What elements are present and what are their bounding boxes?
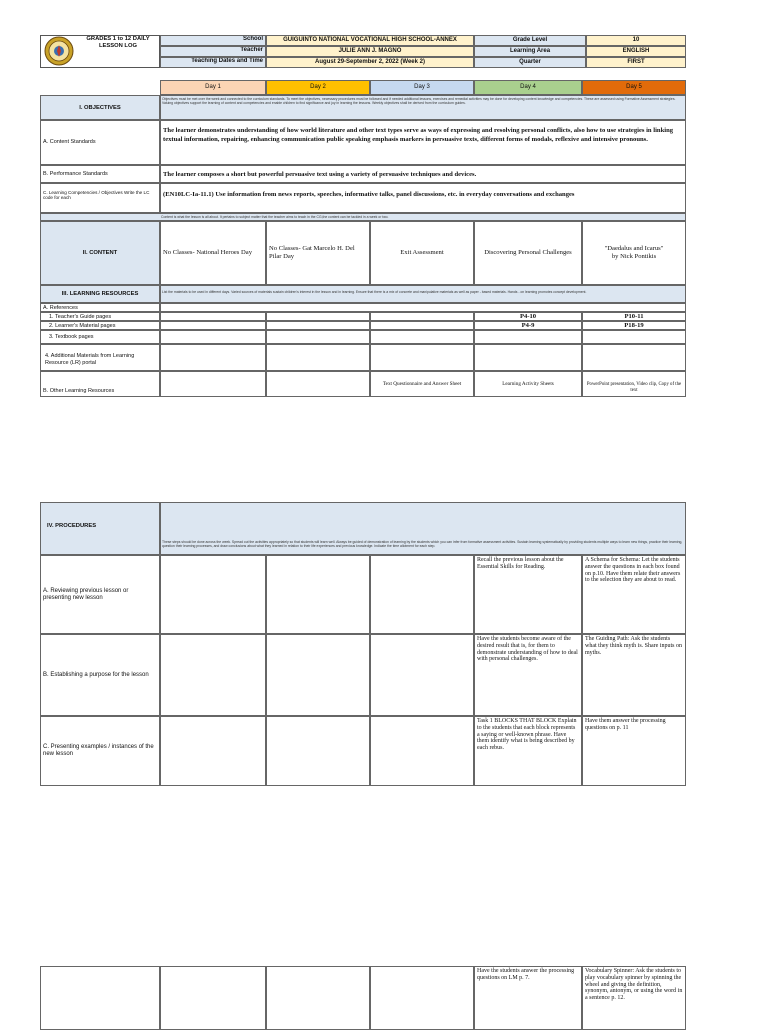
proc-a-day-3 bbox=[370, 555, 474, 634]
quarter-label: Quarter bbox=[474, 57, 586, 68]
day-3-header: Day 3 bbox=[370, 80, 474, 95]
grade-level-label: Grade Level bbox=[474, 35, 586, 46]
tb-day-5 bbox=[582, 330, 686, 344]
day-2-header: Day 2 bbox=[266, 80, 370, 95]
proc-d-day-5: Vocabulary Spinner: Ask the students to play vocabulary spinner by spinning the wheel and giving the definition, synonym, antonym, or using the word in a sentence p. 12. bbox=[582, 966, 686, 1030]
proc-b-day-2 bbox=[266, 634, 370, 716]
proc-c-label: C. Presenting examples / instances of the new lesson bbox=[40, 716, 160, 786]
content-standards-label: A. Content Standards bbox=[40, 120, 160, 165]
or-day-5: PowerPoint presentation, Video clip, Copy of the text bbox=[582, 371, 686, 397]
or-day-3: Text Questionnaire and Answer Sheet bbox=[370, 371, 474, 397]
proc-d-day-2 bbox=[266, 966, 370, 1030]
day-5-header: Day 5 bbox=[582, 80, 686, 95]
school-value: GUIGUINTO NATIONAL VOCATIONAL HIGH SCHOOL-ANNEX bbox=[266, 35, 474, 46]
or-day-2 bbox=[266, 371, 370, 397]
resources-heading: III. LEARNING RESOURCES bbox=[40, 285, 160, 303]
proc-b-day-3 bbox=[370, 634, 474, 716]
dates-label: Teaching Dates and Time bbox=[160, 57, 266, 68]
content-day-1: No Classes- National Heroes Day bbox=[160, 221, 266, 285]
additional-materials-label: 4. Additional Materials from Learning Resource (LR) portal bbox=[40, 344, 160, 371]
tg-day-2 bbox=[266, 312, 370, 321]
content-note: Content is what the lesson is all about. It pertains to subject matter that the teacher aims to teach in the CG,the content can be tackled in a week or two. bbox=[40, 213, 686, 221]
proc-c-day-4: Task 1 BLOCKS THAT BLOCK Explain to the students that each block represents a saying or well-known phrase. Have them identify what is being described by each rebus. bbox=[474, 716, 582, 786]
proc-b-label: B. Establishing a purpose for the lesson bbox=[40, 634, 160, 716]
tb-day-2 bbox=[266, 330, 370, 344]
grade-level-value: 10 bbox=[586, 35, 686, 46]
proc-d-day-1 bbox=[160, 966, 266, 1030]
objectives-heading: I. OBJECTIVES bbox=[40, 95, 160, 120]
teacher-guide-label: 1. Teacher's Guide pages bbox=[40, 312, 160, 321]
content-day-4: Discovering Personal Challenges bbox=[474, 221, 582, 285]
performance-standards-label: B. Performance Standards bbox=[40, 165, 160, 183]
dates-value: August 29-September 2, 2022 (Week 2) bbox=[266, 57, 474, 68]
or-day-1 bbox=[160, 371, 266, 397]
objectives-note: Objectives must be met over the week and connected to the curriculum standards. To meet the objectives, necessary procedures must be followed and if needed additional lessons, exercises and remedial activities may be done for developing content knowledge and competencies. These are assessed using Formative Assessment strategies. Valuing objectives support the learning of content and competencies and enable children to find significance and joy in learning the lessons. Weekly objectives shall be derived from the curriculum guides. bbox=[160, 95, 686, 120]
competencies-label: C. Learning Competencies / Objectives Write the LC code for each bbox=[40, 183, 160, 213]
lm-day-4: P4-9 bbox=[474, 321, 582, 330]
proc-d-day-4: Have the students answer the processing questions on LM p. 7. bbox=[474, 966, 582, 1030]
tb-day-3 bbox=[370, 330, 474, 344]
resources-note: List the materials to be used in different days. Varied sources of materials sustain children's interest in the lesson and in learning. Ensure that there is a mix of concrete and manipulative materials as well as paper - based materials. Hands - on learning promotes concept development. bbox=[160, 285, 686, 303]
proc-a-day-4: Recall the previous lesson about the Essential Skills for Reading. bbox=[474, 555, 582, 634]
proc-a-label: A. Reviewing previous lesson or presenting new lesson bbox=[40, 555, 160, 634]
proc-a-day-5: A Schema for Schema: Let the students answer the questions in each box found on p.10. Have them relate their answers to the selection they are about to read. bbox=[582, 555, 686, 634]
or-day-4: Learning Activity Sheets bbox=[474, 371, 582, 397]
am-day-3 bbox=[370, 344, 474, 371]
am-day-5 bbox=[582, 344, 686, 371]
tg-day-3 bbox=[370, 312, 474, 321]
content-heading: II. CONTENT bbox=[40, 221, 160, 285]
references-label: A. References bbox=[40, 303, 160, 312]
tg-day-4: P4-10 bbox=[474, 312, 582, 321]
lm-day-5: P18-19 bbox=[582, 321, 686, 330]
learning-area-label: Learning Area bbox=[474, 46, 586, 57]
day-1-header: Day 1 bbox=[160, 80, 266, 95]
tg-day-1 bbox=[160, 312, 266, 321]
learning-area-value: ENGLISH bbox=[586, 46, 686, 57]
other-resources-label: B. Other Learning Resources bbox=[40, 371, 160, 397]
teacher-value: JULIE ANN J. MAGNO bbox=[266, 46, 474, 57]
learner-material-label: 2. Learner's Material pages bbox=[40, 321, 160, 330]
procedures-heading: IV. PROCEDURES bbox=[40, 502, 160, 555]
proc-c-day-3 bbox=[370, 716, 474, 786]
proc-d-day-3 bbox=[370, 966, 474, 1030]
content-standards-text: The learner demonstrates understanding of how world literature and other text types serve as ways of expressing and resolving personal conflicts, also how to use strategies in linking textual information, repairing, enhancing communication public speaking emphasis markers in persuasive texts, different forms of modals, reflexive and intensive pronouns. bbox=[160, 120, 686, 165]
proc-b-day-5: The Guiding Path: Ask the students what they think myth is. Share inputs on myths. bbox=[582, 634, 686, 716]
tg-day-5: P10-11 bbox=[582, 312, 686, 321]
am-day-4 bbox=[474, 344, 582, 371]
performance-standards-text: The learner composes a short but powerful persuasive text using a variety of persuasive techniques and devices. bbox=[160, 165, 686, 183]
tb-day-4 bbox=[474, 330, 582, 344]
am-day-2 bbox=[266, 344, 370, 371]
proc-b-day-1 bbox=[160, 634, 266, 716]
log-title: GRADES 1 to 12 DAILY LESSON LOG bbox=[86, 36, 150, 49]
proc-c-day-1 bbox=[160, 716, 266, 786]
lm-day-1 bbox=[160, 321, 266, 330]
references-row bbox=[160, 303, 686, 312]
procedures-note: These steps should be done across the week. Spread out the activities appropriately so that students will learn well. Always be guided of demonstration of learning by the students which you can infer from formative assessment activities. Sustain learning systematically by providing students multiple ways to learn new things, practice their learning, question their learning processes, and draw conclusions about what they learned in relation to their life experiences and previous knowledge. Indicate the time allotment for each step. bbox=[160, 502, 686, 555]
proc-d-label bbox=[40, 966, 160, 1030]
am-day-1 bbox=[160, 344, 266, 371]
proc-a-day-1 bbox=[160, 555, 266, 634]
lm-day-2 bbox=[266, 321, 370, 330]
proc-c-day-2 bbox=[266, 716, 370, 786]
proc-c-day-5: Have them answer the processing questions on p. 11 bbox=[582, 716, 686, 786]
day-4-header: Day 4 bbox=[474, 80, 582, 95]
content-day-5: "Daedalus and Icarus" by Nick Pontikis bbox=[582, 221, 686, 285]
content-day-2: No Classes- Gat Marcelo H. Del Pilar Day bbox=[266, 221, 370, 285]
textbook-label: 3. Textbook pages bbox=[40, 330, 160, 344]
competencies-text: (EN10LC-Ia-11.1) Use information from news reports, speeches, informative talks, panel discussions, etc. in everyday conversations and exchanges bbox=[160, 183, 686, 213]
lm-day-3 bbox=[370, 321, 474, 330]
school-label: School bbox=[160, 35, 266, 46]
content-day-3: Exit Assessment bbox=[370, 221, 474, 285]
proc-b-day-4: Have the students become aware of the desired result that is, for them to demonstrate understanding of how to deal with personal challenges. bbox=[474, 634, 582, 716]
proc-a-day-2 bbox=[266, 555, 370, 634]
quarter-value: FIRST bbox=[586, 57, 686, 68]
tb-day-1 bbox=[160, 330, 266, 344]
deped-seal-icon bbox=[44, 36, 74, 66]
teacher-label: Teacher bbox=[160, 46, 266, 57]
